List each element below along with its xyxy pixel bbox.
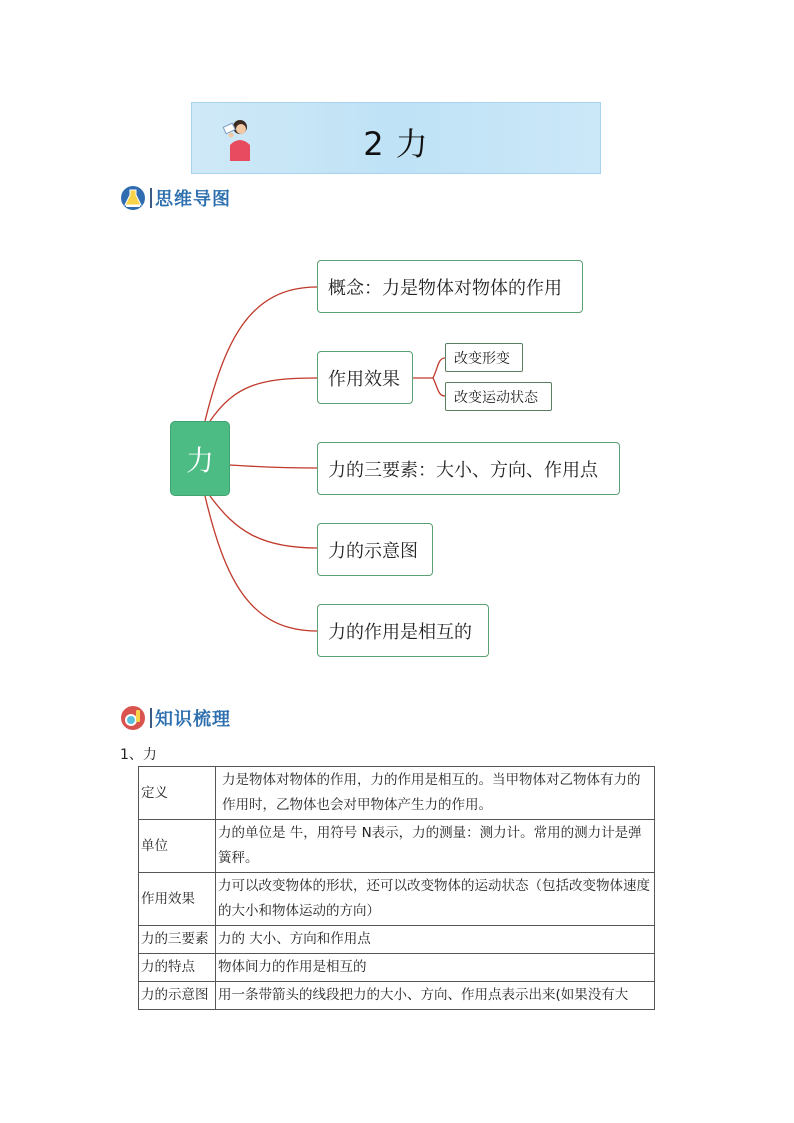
branch-mutual: 力的作用是相互的 (317, 604, 489, 657)
row-label: 作用效果 (139, 873, 216, 926)
row-label: 力的三要素 (139, 926, 216, 954)
row-value: 物体间力的作用是相互的 (216, 954, 655, 982)
connector-line (230, 465, 317, 468)
section-heading-knowledge (120, 704, 231, 732)
section-divider (150, 188, 152, 208)
connector-line (205, 287, 317, 421)
section-divider (150, 708, 152, 728)
branch-concept: 概念：力是物体对物体的作用 (317, 260, 583, 313)
branch-three-elements: 力的三要素：大小、方向、作用点 (317, 442, 620, 495)
flask-icon (120, 185, 146, 211)
effect-child-motion: 改变运动状态 (445, 382, 552, 411)
table-row (139, 820, 655, 873)
connector-line (433, 358, 445, 378)
row-label: 定义 (139, 767, 216, 820)
branch-effect: 作用效果 (317, 351, 413, 404)
title-banner (191, 102, 601, 174)
connector-line (210, 378, 317, 421)
connector-line (433, 378, 445, 396)
row-label: 力的示意图 (139, 982, 216, 1010)
knowledge-table (138, 766, 655, 1010)
list-title: 1、力 (120, 747, 157, 763)
row-value: 力可以改变物体的形状，还可以改变物体的运动状态（包括改变物体速度的大小和物体运动的方向） (216, 873, 655, 926)
section-label: 知识梳理 (155, 709, 231, 730)
page-title: 2 力 (363, 125, 429, 163)
section-heading-mindmap (120, 184, 231, 212)
table-row (139, 767, 655, 820)
connector-line (210, 496, 317, 548)
table-row (139, 873, 655, 926)
table-row (139, 926, 655, 954)
row-value: 力的 大小、方向和作用点 (216, 926, 655, 954)
row-value: 用一条带箭头的线段把力的大小、方向、作用点表示出来(如果没有大 (216, 982, 655, 1010)
chemistry-icon (120, 705, 146, 731)
table-row (139, 954, 655, 982)
connector-line (205, 496, 317, 631)
row-label: 单位 (139, 820, 216, 873)
row-value: 力的单位是 牛，用符号 N表示，力的测量：测力计。常用的测力计是弹簧秤。 (216, 820, 655, 873)
mind-map-root: 力 (170, 421, 230, 496)
section-label: 思维导图 (155, 189, 231, 210)
row-value: 力是物体对物体的作用，力的作用是相互的。当甲物体对乙物体有力的作用时，乙物体也会对甲物体产生力的作用。 (216, 767, 655, 820)
table-row (139, 982, 655, 1010)
effect-child-deformation: 改变形变 (445, 343, 523, 372)
row-label: 力的特点 (139, 954, 216, 982)
branch-diagram: 力的示意图 (317, 523, 433, 576)
